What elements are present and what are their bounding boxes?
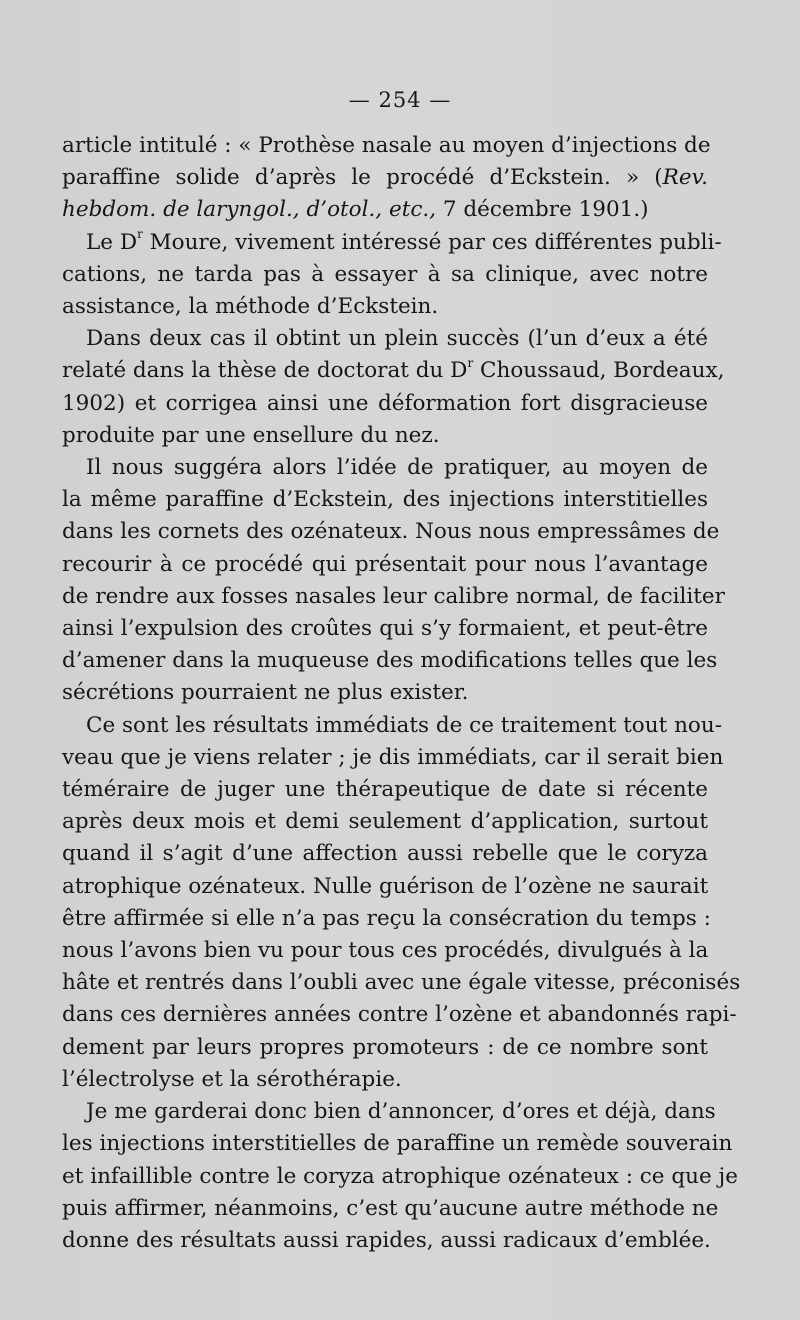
paragraph-6	[62, 1096, 738, 1257]
text-line: recourir à ce procédé qui présentait pour nous l’avantage	[62, 551, 708, 577]
text-line: dans ces dernières années contre l’ozène et abandonnés rapi-	[62, 1002, 737, 1028]
text-line: produite par une ensellure du nez.	[62, 422, 440, 448]
text-fragment: Moure, vivement intéressé par ces différentes publi-	[142, 229, 722, 255]
text-line	[62, 227, 722, 259]
text-line: être affirmée si elle n’a pas reçu la consécration du temps :	[62, 905, 711, 931]
paragraph-1	[62, 130, 711, 227]
text-line: ainsi l’expulsion des croûtes qui s’y formaient, et peut-être	[62, 616, 708, 642]
text-fragment: Le D	[86, 229, 138, 255]
text-line: dement par leurs propres promoteurs : de ce nombre sont	[62, 1034, 708, 1060]
text-line: veau que je viens relater ; je dis immédiats, car il serait bien	[62, 744, 724, 770]
text-line: les injections interstitielles de paraffine un remède souverain	[62, 1131, 733, 1157]
text-line: sécrétions pourraient ne plus exister.	[62, 680, 469, 706]
text-line: cations, ne tarda pas à essayer à sa clinique, avec notre	[62, 261, 708, 287]
page-number: — 254 —	[348, 88, 452, 112]
text-line: l’électrolyse et la sérothérapie.	[62, 1066, 402, 1092]
paragraph-2	[62, 227, 722, 324]
text-fragment-italic: Rev.	[662, 165, 708, 191]
text-line: et infaillible contre le coryza atrophique ozénateux : ce que je	[62, 1163, 738, 1189]
text-line: 1902) et corrigea ainsi une déformation fort disgracieuse	[62, 390, 708, 416]
text-line: téméraire de juger une thérapeutique de date si récente	[62, 777, 708, 803]
text-line: de rendre aux fosses nasales leur calibre normal, de faciliter	[62, 583, 725, 609]
paragraph-5	[62, 710, 741, 1096]
text-line: article intitulé : « Prothèse nasale au moyen d’injections de	[62, 133, 711, 158]
text-line: d’amener dans la muqueuse des modifications telles que les	[62, 648, 718, 674]
text-line: quand il s’agit d’une affection aussi rebelle que le coryza	[62, 841, 708, 867]
text-line: assistance, la méthode d’Eckstein.	[62, 294, 439, 320]
text-line: Il nous suggéra alors l’idée de pratiquer, au moyen de	[86, 455, 708, 481]
text-line	[62, 194, 708, 226]
text-line: après deux mois et demi seulement d’application, surtout	[62, 809, 708, 835]
paragraph-4	[62, 452, 725, 710]
text-line	[62, 355, 725, 387]
text-fragment: 7 décembre 1901.)	[436, 197, 649, 223]
text-line: donne des résultats aussi rapides, aussi radicaux d’emblée.	[62, 1227, 711, 1253]
text-line: la même paraffine d’Eckstein, des injections interstitielles	[62, 487, 708, 513]
paragraph-3	[62, 323, 725, 452]
text-fragment-italic: hebdom. de laryngol., d’otol., etc.,	[62, 197, 437, 223]
text-line: Dans deux cas il obtint un plein succès (l’un d’eux a été	[86, 326, 708, 352]
text-line: nous l’avons bien vu pour tous ces procédés, divulgués à la	[62, 938, 709, 964]
text-line: hâte et rentrés dans l’oubli avec une égale vitesse, préconisés	[62, 970, 741, 996]
text-fragment: Choussaud, Bordeaux,	[473, 358, 725, 384]
body-text	[62, 130, 741, 1257]
text-line: puis affirmer, néanmoins, c’est qu’aucune autre méthode ne	[62, 1195, 719, 1221]
text-fragment: relaté dans la thèse de doctorat du D	[62, 358, 468, 384]
text-line: Je me garderai donc bien d’annoncer, d’ores et déjà, dans	[86, 1099, 716, 1125]
superscript: r	[467, 356, 474, 371]
text-line: Ce sont les résultats immédiats de ce traitement tout nou-	[86, 712, 722, 738]
text-line: atrophique ozénateux. Nulle guérison de l’ozène ne saurait	[62, 873, 709, 899]
text-line: dans les cornets des ozénateux. Nous nous empressâmes de	[62, 519, 720, 545]
text-fragment: paraffine solide d’après le procédé d’Eckstein. » (	[62, 165, 663, 191]
text-line	[62, 162, 708, 194]
superscript: r	[137, 227, 143, 242]
